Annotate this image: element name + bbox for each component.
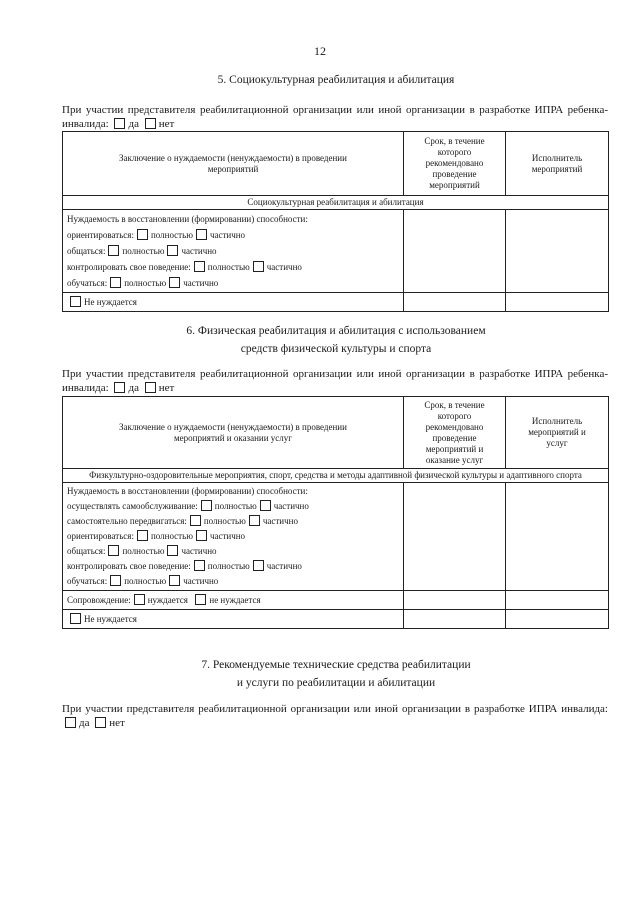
section5-intro-text: При участии представителя реабилитационной организации или иной организации в разработке ИПРА ребенка-инвалида:	[62, 104, 608, 130]
section5-col-term: Срок, в течение которого рекомендовано проведение мероприятий	[404, 132, 506, 196]
section7-intro	[62, 702, 608, 730]
section5-intro	[62, 103, 608, 131]
ability-partially-checkbox[interactable]	[167, 545, 178, 556]
ability-partially-checkbox[interactable]	[253, 261, 264, 272]
section6-no-need-term-cell[interactable]	[404, 610, 506, 629]
no-label: нет	[158, 382, 175, 394]
ability-fully-checkbox[interactable]	[190, 515, 201, 526]
section5-no-need-row: Не нуждается	[63, 293, 404, 312]
section6-escort-row: Сопровождение: нуждается не нуждается	[63, 591, 404, 610]
section6-need-cell	[63, 483, 404, 591]
ability-fully-checkbox[interactable]	[194, 560, 205, 571]
no-label: нет	[109, 717, 125, 729]
section6-escort-executor-cell[interactable]	[506, 591, 609, 610]
section7-no-checkbox[interactable]	[95, 717, 106, 728]
ability-partially-checkbox[interactable]	[253, 560, 264, 571]
ability-row: ориентироваться: полностью частично	[67, 230, 246, 240]
section6-title-line2: средств физической культуры и спорта	[240, 343, 432, 355]
ability-fully-checkbox[interactable]	[137, 229, 148, 240]
ability-fully-checkbox[interactable]	[194, 261, 205, 272]
section6-escort-term-cell[interactable]	[404, 591, 506, 610]
ability-row: обучаться: полностью частично	[67, 576, 219, 586]
need-heading: Нуждаемость в восстановлении (формировании) способности:	[67, 486, 308, 496]
section6-table	[62, 396, 609, 629]
section5-col-conclusion: Заключение о нуждаемости (ненуждаемости) в проведении мероприятий	[63, 132, 404, 196]
ability-row: ориентироваться: полностью частично	[67, 531, 246, 541]
section5-no-checkbox[interactable]	[145, 118, 156, 129]
ability-partially-checkbox[interactable]	[196, 530, 207, 541]
section6-term-cell[interactable]	[404, 483, 506, 591]
section5-term-cell[interactable]	[404, 210, 506, 293]
section6-no-need-executor-cell[interactable]	[506, 610, 609, 629]
escort-not-needed-checkbox[interactable]	[195, 594, 206, 605]
ability-partially-checkbox[interactable]	[167, 245, 178, 256]
section5-band: Социокультурная реабилитация и абилитация	[63, 196, 609, 210]
section6-title-line1: 6. Физическая реабилитация и абилитация с использованием	[186, 325, 486, 337]
no-label: нет	[158, 118, 175, 130]
ability-fully-checkbox[interactable]	[110, 277, 121, 288]
section7-intro-text: При участии представителя реабилитационной организации или иной организации в разработке ИПРА инвалида:	[62, 703, 608, 715]
section5-table	[62, 131, 609, 312]
no-need-checkbox[interactable]	[70, 613, 81, 624]
section5-col-executor: Исполнитель мероприятий	[506, 132, 609, 196]
yes-label: да	[79, 717, 90, 729]
section6-band: Физкультурно-оздоровительные мероприятия, спорт, средства и методы адаптивной физической культуры и адаптивного спорта	[63, 469, 609, 483]
escort-label: Сопровождение:	[67, 595, 131, 605]
section7-title	[0, 658, 640, 691]
ability-fully-checkbox[interactable]	[110, 575, 121, 586]
ability-row: осуществлять самообслуживание: полностью частично	[67, 501, 309, 511]
ability-fully-checkbox[interactable]	[108, 545, 119, 556]
ability-row: общаться: полностью частично	[67, 246, 217, 256]
section6-col-term: Срок, в течение которого рекомендовано проведение мероприятий и оказание услуг	[404, 397, 506, 469]
ability-fully-checkbox[interactable]	[201, 500, 212, 511]
ability-row: общаться: полностью частично	[67, 546, 217, 556]
section5-no-need-term-cell[interactable]	[404, 293, 506, 312]
ability-row: контролировать свое поведение: полностью частично	[67, 262, 302, 272]
section5-title: 5. Социокультурная реабилитация и абилитация	[217, 74, 455, 86]
yes-label: да	[128, 118, 139, 130]
ability-row: контролировать свое поведение: полностью частично	[67, 561, 302, 571]
section7-yes-checkbox[interactable]	[65, 717, 76, 728]
section6-no-need-row: Не нуждается	[63, 610, 404, 629]
section5-yes-checkbox[interactable]	[114, 118, 125, 129]
section5-need-cell	[63, 210, 404, 293]
section6-yes-checkbox[interactable]	[114, 382, 125, 393]
need-heading: Нуждаемость в восстановлении (формировании) способности:	[67, 214, 308, 224]
section6-col-executor: Исполнитель мероприятий и услуг	[506, 397, 609, 469]
ability-row: обучаться: полностью частично	[67, 278, 219, 288]
ability-partially-checkbox[interactable]	[169, 575, 180, 586]
section7-title-line2: и услуги по реабилитации и абилитации	[236, 677, 436, 689]
page-number: 12	[314, 44, 326, 58]
section5-executor-cell[interactable]	[506, 210, 609, 293]
section7-title-line1: 7. Рекомендуемые технические средства реабилитации	[201, 659, 471, 671]
ability-partially-checkbox[interactable]	[196, 229, 207, 240]
section6-intro-text: При участии представителя реабилитационной организации или иной организации в разработке ИПРА ребенка-инвалида:	[62, 368, 608, 394]
escort-needed-checkbox[interactable]	[134, 594, 145, 605]
ability-partially-checkbox[interactable]	[249, 515, 260, 526]
ability-fully-checkbox[interactable]	[137, 530, 148, 541]
section6-title	[0, 324, 640, 357]
section6-no-checkbox[interactable]	[145, 382, 156, 393]
yes-label: да	[128, 382, 139, 394]
section5-no-need-executor-cell[interactable]	[506, 293, 609, 312]
section6-intro	[62, 367, 608, 395]
ability-partially-checkbox[interactable]	[260, 500, 271, 511]
no-need-checkbox[interactable]	[70, 296, 81, 307]
section6-col-conclusion: Заключение о нуждаемости (ненуждаемости) в проведении мероприятий и оказании услуг	[63, 397, 404, 469]
ability-fully-checkbox[interactable]	[108, 245, 119, 256]
ability-partially-checkbox[interactable]	[169, 277, 180, 288]
section6-executor-cell[interactable]	[506, 483, 609, 591]
ability-row: самостоятельно передвигаться: полностью частично	[67, 516, 298, 526]
